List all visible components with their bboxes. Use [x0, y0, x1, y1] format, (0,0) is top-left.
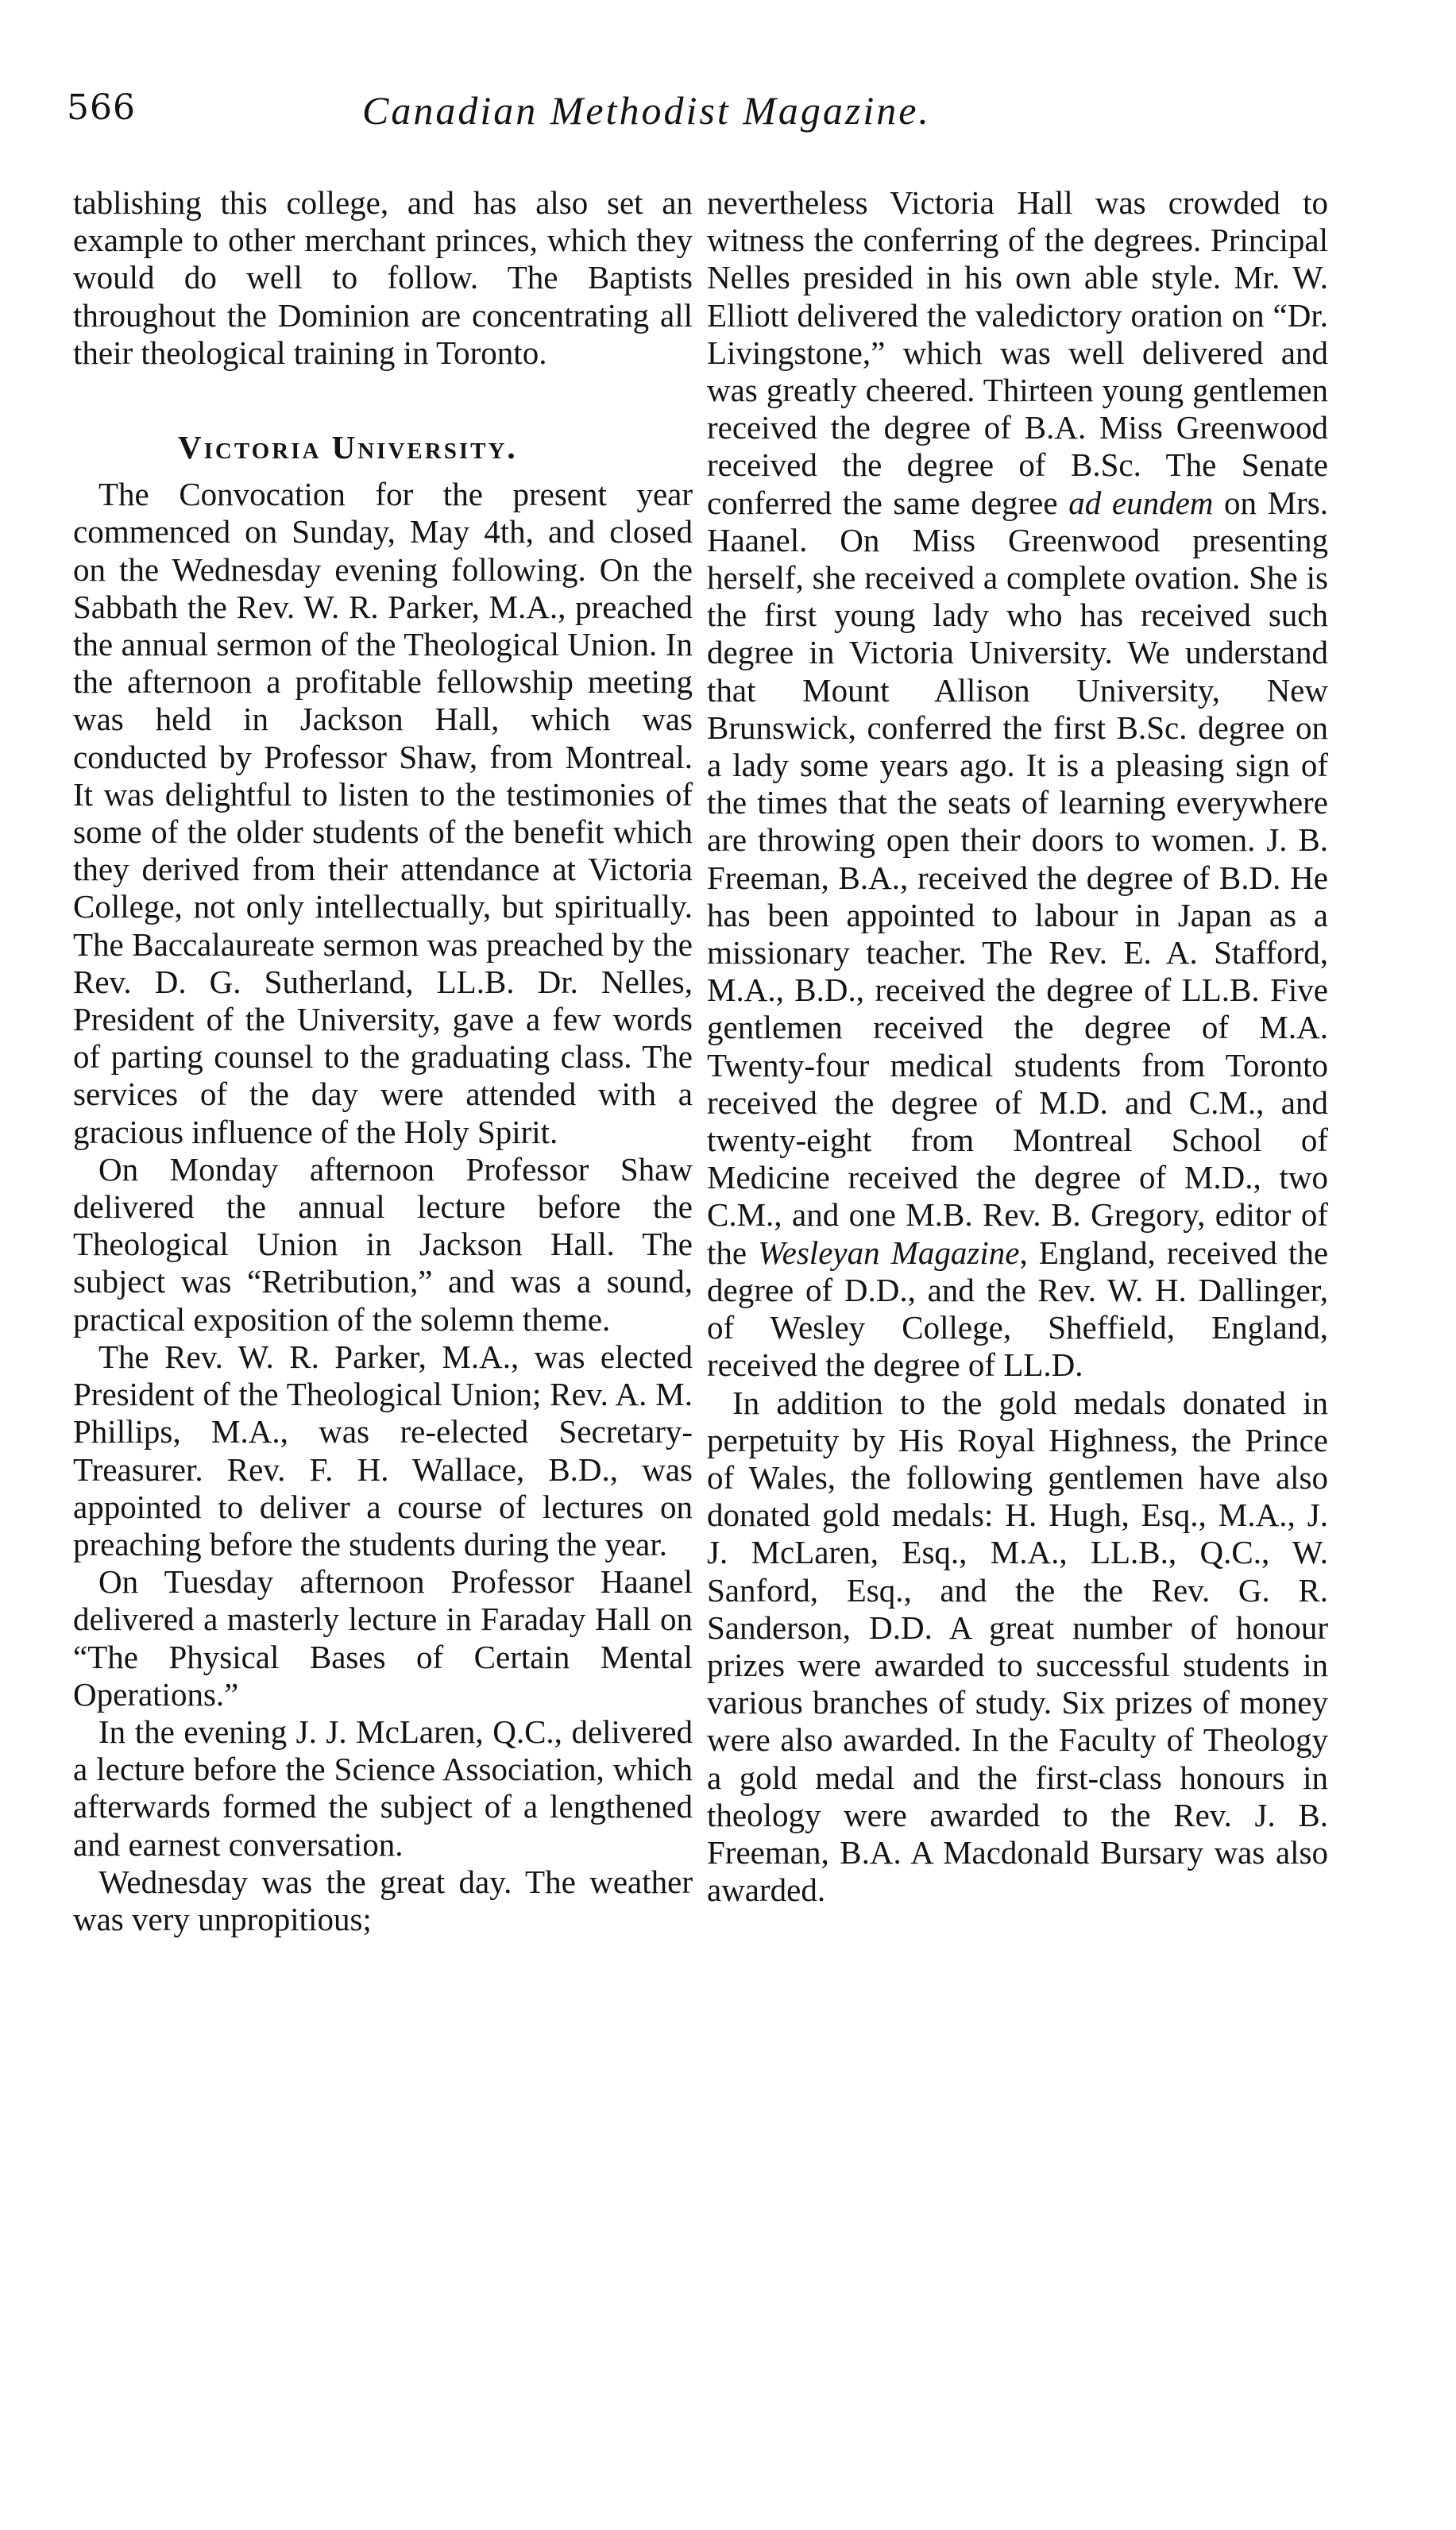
- paragraph-tuesday-lecture: On Tuesday afternoon Professor Haanel delivered a masterly lecture in Faraday Hall on “The Physical Bases of Certain Mental Operations.”: [73, 1563, 693, 1713]
- page-header: [67, 87, 1052, 143]
- section-heading: Victoria University.: [178, 429, 518, 466]
- magazine-name: Wesleyan Magazine: [758, 1234, 1020, 1271]
- paragraph-wednesday: Wednesday was the great day. The weather was very unpropitious;: [73, 1863, 693, 1937]
- paragraph-convocation: The Convocation for the present year commenced on Sunday, May 4th, and closed on the Wednesday evening following. On the Sabbath the Rev. W. R. Parker, M.A., preached the annual sermon of the Theological Union. In the afternoon a profitable fellowship meeting was held in Jackson Hall, which was conducted by Professor Shaw, from Montreal. It was delightful to listen to the testimonies of some of the older students of the benefit which they derived from their attendance at Victoria College, not only intellectually, but spiritually. The Baccalaureate sermon was preached by the Rev. D. G. Sutherland, LL.B. Dr. Nelles, President of the University, gave a few words of parting counsel to the graduating class. The services of the day were attended with a gracious influence of the Holy Spirit.: [73, 476, 693, 1150]
- running-title: Canadian Methodist Magazine.: [362, 88, 931, 133]
- paragraph-medals: In addition to the gold medals donated in perpetuity by His Royal Highness, the Prince of Wales, the following gentlemen have also donated gold medals: H. Hugh, Esq., M.A., J. J. McLaren, Esq., M.A., LL.B., Q.C., W. Sanford, Esq., and the the Rev. G. R. Sanderson, D.D. A great number of honour prizes were awarded to successful students in various branches of study. Six prizes of money were also awarded. In the Faculty of Theology a gold medal and the first-class honours in theology were awarded to the Rev. J. B. Freeman, B.A. A Macdonald Bursary was also awarded.: [707, 1384, 1328, 1909]
- paragraph-continued: tablishing this college, and has also set an example to other merchant princes, which they would do well to follow. The Baptists throughout the Dominion are concentrating all their theological training in Toronto.: [73, 184, 693, 371]
- page-number: 566: [67, 87, 136, 128]
- paragraph-monday-lecture: On Monday afternoon Professor Shaw delivered the annual lecture before the Theological Union in Jackson Hall. The subject was “Retribution,” and was a sound, practical exposition of the solemn theme.: [73, 1150, 693, 1338]
- degrees-text-c: , England, received the degree of D.D., and the Rev. W. H. Dallinger, of Wesley College, Sheffield, England, received the degree of LL.D.: [707, 1234, 1329, 1384]
- degrees-text-b: on Mrs. Haanel. On Miss Greenwood presenting herself, she received a complete ovation. She is the first young lady who has received such degree in Victoria University. We understand that Mount Allison University, New Brunswick, conferred the first B.Sc. degree on a lady some years ago. It is a pleasing sign of the times that the seats of learning everywhere are throwing open their doors to women. J. B. Freeman, B.A., received the degree of B.D. He has been appointed to labour in Japan as a missionary teacher. The Rev. E. A. Stafford, M.A., B.D., received the degree of LL.B. Five gentlemen received the degree of M.A. Twenty-four medical students from Toronto received the degree of M.D. and C.M., and twenty-eight from Montreal School of Medicine received the degree of M.D., two C.M., and one M.B. Rev. B. Gregory, editor of the: [707, 484, 1329, 1271]
- right-column: [707, 184, 1328, 1909]
- paragraph-union-officers: The Rev. W. R. Parker, M.A., was elected President of the Theological Union; Rev. A. M. Phillips, M.A., was re-elected Secretary-Treasurer. Rev. F. H. Wallace, B.D., was appointed to deliver a course of lectures on preaching before the students during the year.: [73, 1338, 693, 1562]
- latin-phrase: ad eundem: [1068, 484, 1214, 521]
- paragraph-degrees: [707, 184, 1328, 1385]
- left-column: [73, 184, 693, 1938]
- paragraph-evening-lecture: In the evening J. J. McLaren, Q.C., delivered a lecture before the Science Association, which afterwards formed the subject of a lengthened and earnest conversation.: [73, 1713, 693, 1863]
- degrees-text-a: nevertheless Victoria Hall was crowded to witness the conferring of the degrees. Principal Nelles presided in his own able style. Mr. W. Elliott delivered the valedictory oration on “Dr. Livingstone,” which was well delivered and was greatly cheered. Thirteen young gentlemen received the degree of B.A. Miss Greenwood received the degree of B.Sc. The Senate conferred the same degree: [707, 184, 1328, 521]
